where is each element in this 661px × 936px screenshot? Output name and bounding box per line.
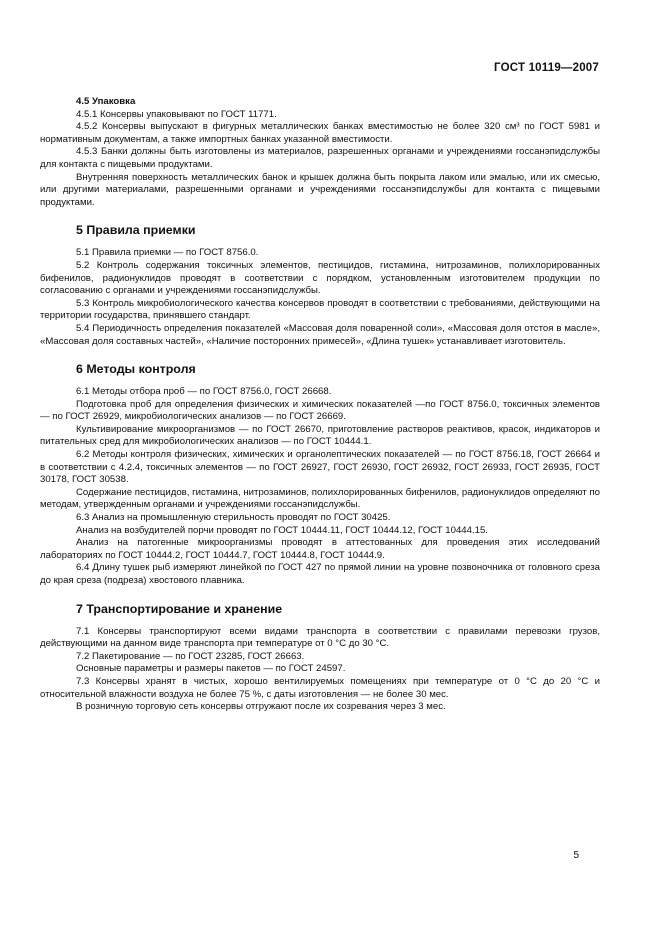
paragraph: 6.3 Анализ на промышленную стерильность проводят по ГОСТ 30425. [76,512,391,524]
section-6 [40,362,600,588]
section-title: 6 Методы контроля [76,362,196,377]
section-title: 5 Правила приемки [76,223,196,238]
section-4-5 [40,96,600,209]
paragraph: 6.2 Методы контроля физических, химических и органолептических показателей — по ГОСТ 8756.18, ГОСТ 26664 и в соответствии с 4.2.4, токсичных элементов — по ГОСТ 26927, ГОСТ 26930, ГОСТ 26932, ГОСТ 26933, ГОСТ 26935, ГОСТ 30178, ГОСТ 30538. [40,449,600,486]
section-5 [40,223,600,348]
document-body [40,96,600,714]
paragraph: 7.3 Консервы хранят в чистых, хорошо вентилируемых помещениях при температуре от 0 °С до 20 °С и относительной влажности воздуха не более 75 %, с даты изготовления — не более 30 мес. [40,675,600,700]
page-number: 5 [573,850,579,861]
paragraph: В розничную торговую сеть консервы отгружают после их созревания через 3 мес. [76,701,446,713]
subsection-title: 4.5 Упаковка [76,96,136,107]
section-title: 7 Транспортирование и хранение [76,601,283,616]
paragraph: 5.2 Контроль содержания токсичных элементов, пестицидов, гистамина, нитрозаминов, полихлорированных бифенилов, радионуклидов проводят в соответствии с порядком, установленным изготовителем продукции по согласованию с органами и учреждениями госсанэпидслужбы. [40,259,600,297]
paragraph: 5.4 Периодичность определения показателей «Массовая доля поваренной соли», «Массовая доля отстоя в масле», «Массовая доля составных частей», «Наличие посторонних примесей», «Длина тушек» устанавливает изготовитель. [40,322,600,347]
paragraph: 5.1 Правила приемки — по ГОСТ 8756.0. [76,247,259,259]
paragraph: 4.5.3 Банки должны быть изготовлены из материалов, разрешенных органами и учреждениями госсанэпидслужбы для контакта с пищевыми продуктами. [40,146,600,170]
section-7 [40,602,600,714]
paragraph: Культивирование микроорганизмов — по ГОСТ 26670, приготовление растворов реактивов, красок, индикаторов и питательных сред для микробиологических анализов — по ГОСТ 10444.1. [40,423,600,448]
paragraph: 4.5.2 Консервы выпускают в фигурных металлических банках вместимостью не более 320 см³ по ГОСТ 5981 и нормативным документам, а также импортных банках указанной вместимости. [40,121,600,145]
paragraph: Внутренняя поверхность металлических банок и крышек должна быть покрыта лаком или эмалью, или их смесью, или другими материалами, разрешенными органами и учреждениями госсанэпидслужбы для контакта с пищевыми продуктами. [40,171,600,208]
paragraph: Основные параметры и размеры пакетов — по ГОСТ 24597. [76,663,346,675]
paragraph: 4.5.1 Консервы упаковывают по ГОСТ 11771. [76,108,277,120]
paragraph: 6.1 Методы отбора проб — по ГОСТ 8756.0, ГОСТ 26668. [76,386,332,398]
paragraph: 7.1 Консервы транспортируют всеми видами транспорта в соответствии с правилами перевозки грузов, действующими на данном виде транспорта при температуре от 0 °С до 30 °С. [40,625,600,650]
document-code: ГОСТ 10119—2007 [494,62,599,74]
paragraph: Подготовка проб для определения физических и химических показателей —по ГОСТ 8756.0, токсичных элементов — по ГОСТ 26929, микробиологических анализов — по ГОСТ 26669. [40,398,600,423]
paragraph: Анализ на патогенные микроорганизмы проводят в аттестованных для проведения этих исследований лабораториях по ГОСТ 10444.2, ГОСТ 10444.7, ГОСТ 10444.8, ГОСТ 10444.9. [40,537,600,561]
paragraph: 5.3 Контроль микробиологического качества консервов проводят в соответствии с требованиями, действующими на территории государства, принявшего стандарт. [40,297,600,322]
paragraph: 6.4 Длину тушек рыб измеряют линейкой по ГОСТ 427 по прямой линии на уровне позвоночника от головного среза до края среза (подреза) хвостового плавника. [40,562,600,586]
paragraph: Анализ на возбудителей порчи проводят по ГОСТ 10444.11, ГОСТ 10444.12, ГОСТ 10444.15. [76,524,488,536]
paragraph: 7.2 Пакетирование — по ГОСТ 23285, ГОСТ 26663. [76,650,305,662]
paragraph: Содержание пестицидов, гистамина, нитрозаминов, полихлорированных бифенилов, радионуклидов определяют по методам, утвержденным органами и учреждениями госсанэпидслужбы. [40,486,600,511]
